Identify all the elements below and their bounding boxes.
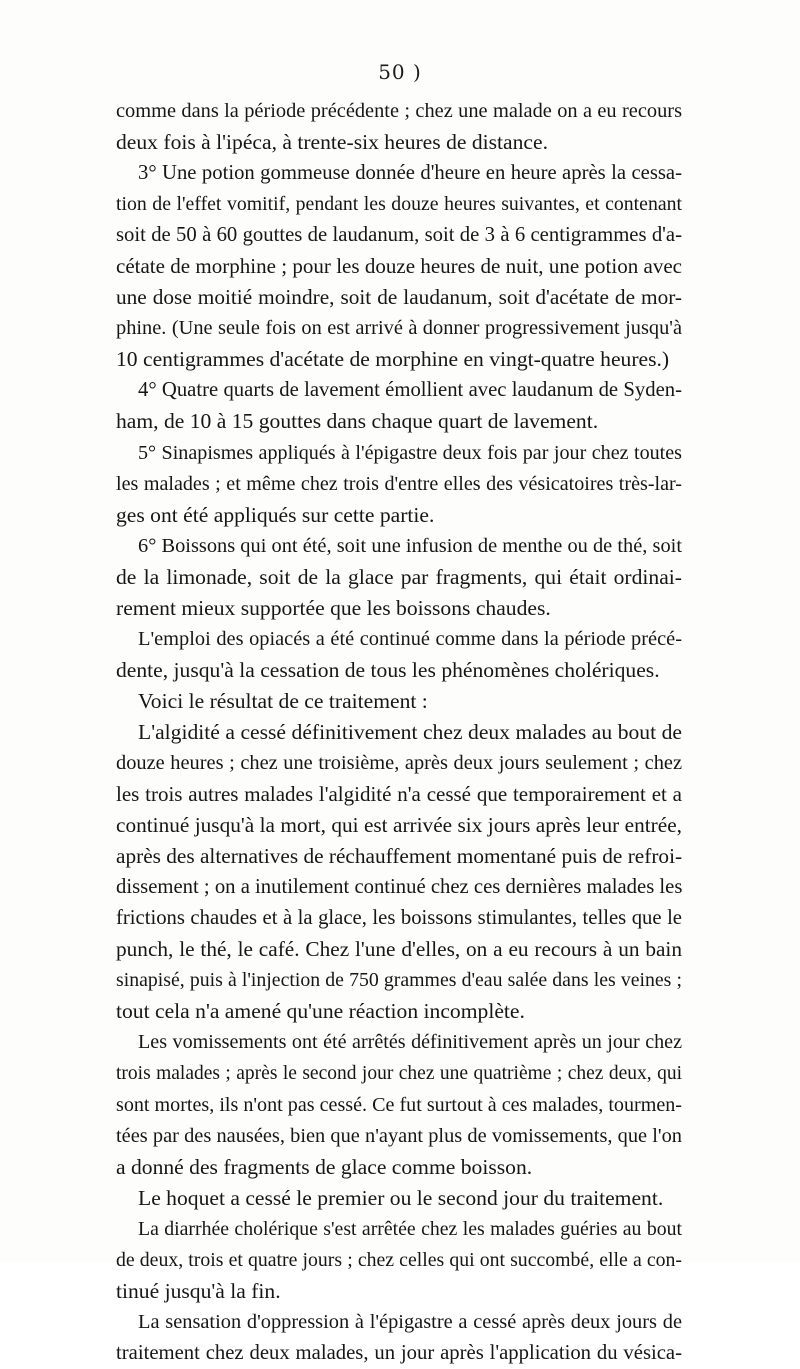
text-line: frictions chaudes et à la glace, les boissons stimulantes, telles que le bbox=[116, 907, 682, 930]
text-line: a donné des fragments de glace comme boisson. bbox=[116, 1154, 533, 1179]
text-line: dente, jusqu'à la cessation de tous les phénomènes cholériques. bbox=[116, 657, 660, 682]
text-line: cétate de morphine ; pour les douze heures de nuit, une potion avec bbox=[116, 254, 682, 279]
text-line: tinué jusqu'à la fin. bbox=[116, 1278, 281, 1303]
text-line: une dose moitié moindre, soit de laudanum, soit d'acétate de mor- bbox=[116, 285, 682, 310]
text-line: les malades ; et même chez trois d'entre elles des vésicatoires très-lar- bbox=[116, 472, 682, 495]
text-line: ges ont été appliqués sur cette partie. bbox=[116, 502, 435, 527]
text-line: trois malades ; après le second jour chez une quatrième ; chez deux, qui bbox=[116, 1063, 682, 1085]
page-number: 50 ) bbox=[378, 60, 422, 84]
text-line: Le hoquet a cessé le premier ou le second jour du traitement. bbox=[138, 1185, 664, 1210]
text-line: La sensation d'oppression à l'épigastre a cessé après deux jours de bbox=[138, 1310, 682, 1333]
text-line: tées par des nausées, bien que n'ayant plus de vomissements, que l'on bbox=[116, 1124, 682, 1147]
text-line: phine. (Une seule fois on est arrivé à donner progressivement jusqu'à bbox=[116, 317, 682, 340]
text-line: tout cela n'a amené qu'une réaction incomplète. bbox=[116, 999, 525, 1024]
text-line: comme dans la période précédente ; chez une malade on a eu recours bbox=[116, 100, 682, 122]
text-line: soit de 50 à 60 gouttes de laudanum, soit de 3 à 6 centigrammes d'a- bbox=[116, 224, 682, 247]
text-line: sont mortes, ils n'ont pas cessé. Ce fut surtout à ces malades, tourmen- bbox=[116, 1093, 682, 1116]
text-line: après des alternatives de réchauffement momentané puis de refroi- bbox=[116, 844, 683, 869]
text-line: Voici le résultat de ce traitement : bbox=[138, 688, 428, 713]
text-line: continué jusqu'à la mort, qui est arrivée six jours après leur entrée, bbox=[116, 813, 682, 838]
text-line: 5° Sinapismes appliqués à l'épigastre deux fois par jour chez toutes bbox=[138, 441, 682, 464]
text-line: tion de l'effet vomitif, pendant les douze heures suivantes, et contenant bbox=[116, 193, 682, 216]
text-line: les trois autres malades l'algidité n'a cessé que temporairement et a bbox=[116, 782, 682, 807]
text-line: traitement chez deux malades, un jour après l'application du vésica- bbox=[116, 1341, 682, 1364]
text-line: dissement ; on a inutilement continué chez ces dernières malades les bbox=[116, 876, 683, 899]
text-line: douze heures ; chez une troisième, après deux jours seulement ; chez bbox=[116, 751, 682, 774]
text-line: deux fois à l'ipéca, à trente-six heures de distance. bbox=[116, 130, 548, 155]
text-line: L'emploi des opiacés a été continué comme dans la période précé- bbox=[138, 627, 682, 650]
text-line: sinapisé, puis à l'injection de 750 grammes d'eau salée dans les veines ; bbox=[116, 969, 682, 992]
text-line: 3° Une potion gommeuse donnée d'heure en heure après la cessa- bbox=[138, 162, 682, 185]
text-line: de la limonade, soit de la glace par fragments, qui était ordinai- bbox=[116, 564, 682, 589]
text-line: 10 centigrammes d'acétate de morphine en vingt-quatre heures.) bbox=[116, 347, 670, 372]
text-line: punch, le thé, le café. Chez l'une d'elles, on a eu recours à un bain bbox=[116, 937, 682, 962]
text-line: de deux, trois et quatre jours ; chez celles qui ont succombé, elle a con- bbox=[116, 1248, 682, 1271]
text-line: 4° Quatre quarts de lavement émollient avec laudanum de Syden- bbox=[138, 379, 682, 402]
text-line: L'algidité a cessé définitivement chez deux malades au bout de bbox=[138, 719, 682, 744]
text-line: ham, de 10 à 15 gouttes dans chaque quart de lavement. bbox=[116, 409, 599, 434]
text-line: 6° Boissons qui ont été, soit une infusion de menthe ou de thé, soit bbox=[138, 534, 682, 557]
text-line: rement mieux supportée que les boissons chaudes. bbox=[116, 595, 551, 620]
text-line: Les vomissements ont été arrêtés définitivement après un jour chez bbox=[138, 1031, 682, 1054]
body-text bbox=[116, 96, 682, 1369]
text-line: La diarrhée cholérique s'est arrêtée chez les malades guéries au bout bbox=[138, 1217, 682, 1240]
